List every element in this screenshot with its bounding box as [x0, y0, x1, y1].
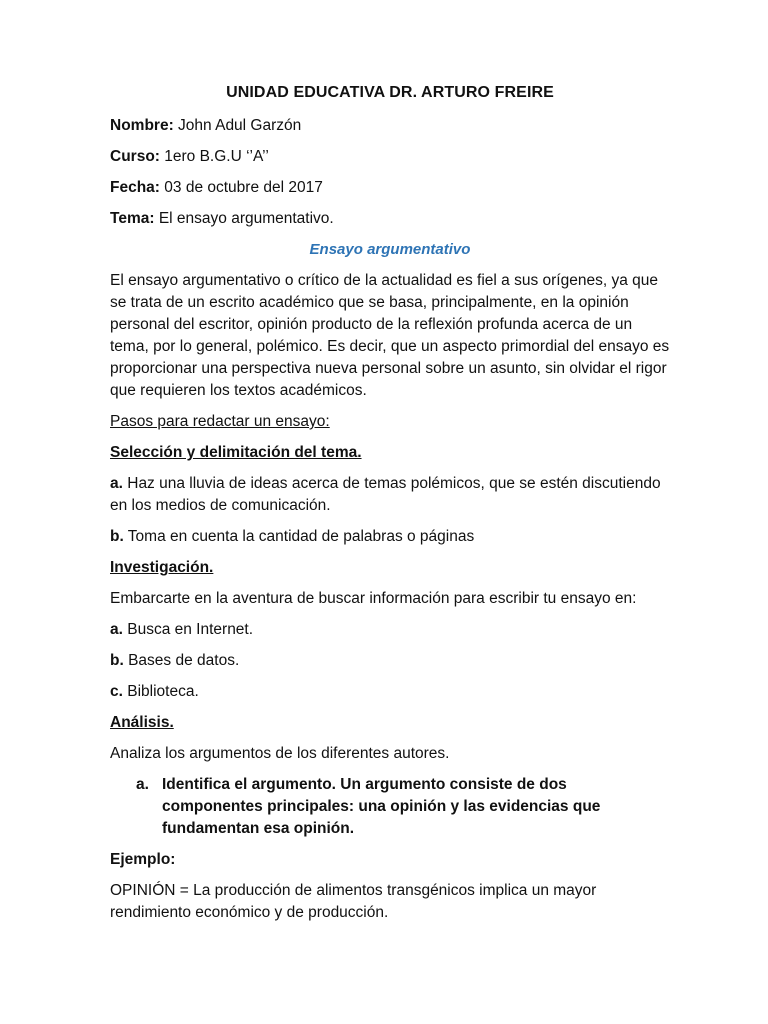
- field-value: 1ero B.G.U ‘’A’’: [159, 148, 269, 165]
- field-nombre: [110, 115, 670, 137]
- steps-heading: Pasos para redactar un ensayo:: [110, 413, 330, 430]
- list-marker: a.: [136, 776, 149, 793]
- field-label: Curso:: [110, 148, 160, 165]
- investigacion-heading: Investigación.: [110, 559, 214, 576]
- ejemplo-text: OPINIÓN = La producción de alimentos transgénicos implica un mayor rendimiento económico y de producción.: [110, 882, 597, 921]
- document-page: [110, 82, 670, 933]
- document-title: UNIDAD EDUCATIVA DR. ARTURO FREIRE: [226, 84, 554, 101]
- field-value: 03 de octubre del 2017: [159, 179, 323, 196]
- seleccion-heading: Selección y delimitación del tema.: [110, 444, 362, 461]
- field-curso: [110, 146, 670, 168]
- list-marker: b.: [110, 528, 124, 545]
- list-text: Identifica el argumento. Un argumento consiste de dos componentes principales: una opinión y las evidencias que fundamentan esa opinión.: [162, 776, 601, 837]
- list-item: [110, 473, 670, 517]
- intro-paragraph: El ensayo argumentativo o crítico de la actualidad es fiel a sus orígenes, ya que se trata de un escrito académico que se basa, principalmente, en la opinión personal del escritor, opinión producto de la reflexión profunda acerca de un tema, por lo general, polémico. Es decir, que un aspecto primordial del ensayo es proporcionar una perspectiva nueva personal sobre un asunto, sin olvidar el rigor que requieren los textos académicos.: [110, 272, 670, 399]
- field-value: John Adul Garzón: [173, 117, 302, 134]
- list-text: Haz una lluvia de ideas acerca de temas polémicos, que se estén discutiendo en los medios de comunicación.: [110, 475, 661, 514]
- analisis-text: Analiza los argumentos de los diferentes autores.: [110, 745, 450, 762]
- field-tema: [110, 208, 670, 230]
- list-item: [110, 526, 670, 548]
- analisis-heading: Análisis.: [110, 714, 174, 731]
- list-item: [110, 650, 670, 672]
- field-value: El ensayo argumentativo.: [154, 210, 334, 227]
- list-marker: c.: [110, 683, 123, 700]
- list-marker: a.: [110, 621, 123, 638]
- list-text: Toma en cuenta la cantidad de palabras o páginas: [123, 528, 475, 545]
- list-text: Bases de datos.: [123, 652, 240, 669]
- section-subtitle: Ensayo argumentativo: [309, 241, 471, 258]
- list-item: [110, 681, 670, 703]
- list-text: Busca en Internet.: [122, 621, 254, 638]
- field-label: Tema:: [110, 210, 155, 227]
- field-label: Fecha:: [110, 179, 160, 196]
- investigacion-text: Embarcarte en la aventura de buscar información para escribir tu ensayo en:: [110, 590, 637, 607]
- field-fecha: [110, 177, 670, 199]
- list-item: [110, 619, 670, 641]
- ordered-list-item: [110, 774, 670, 840]
- list-marker: b.: [110, 652, 124, 669]
- list-marker: a.: [110, 475, 123, 492]
- ejemplo-heading: Ejemplo:: [110, 851, 176, 868]
- list-text: Biblioteca.: [122, 683, 199, 700]
- field-label: Nombre:: [110, 117, 174, 134]
